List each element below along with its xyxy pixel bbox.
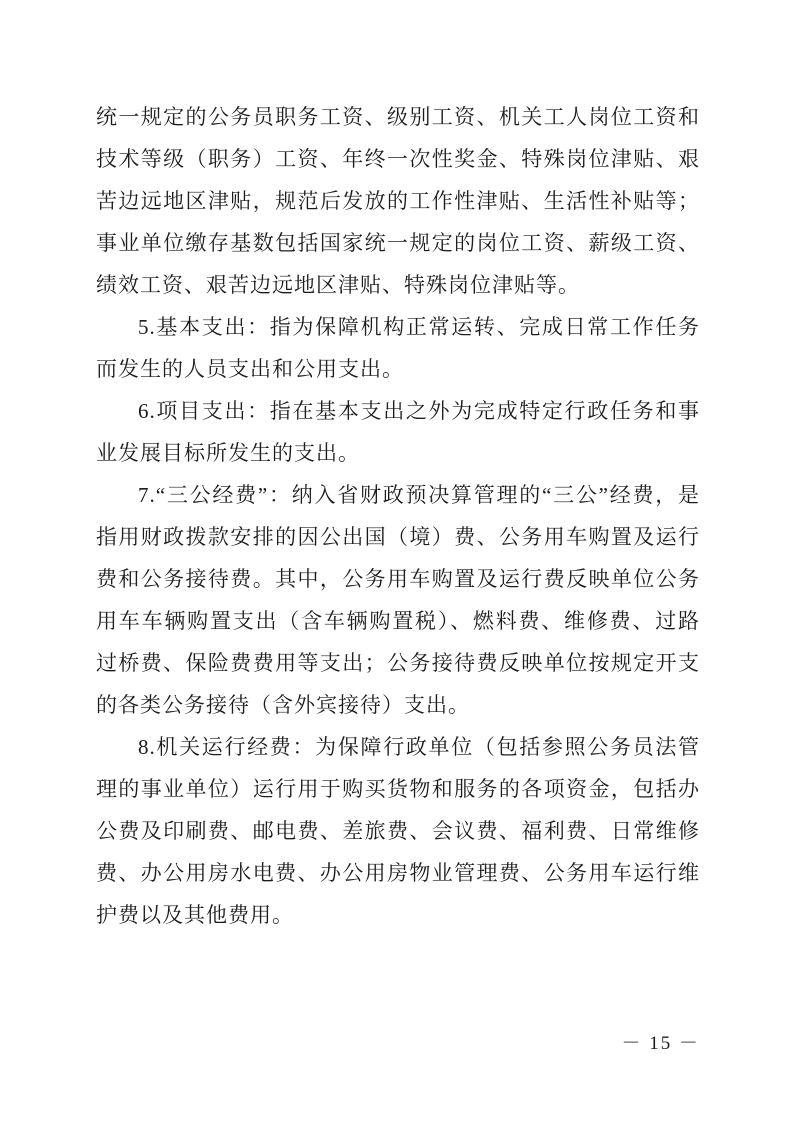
paragraph-item-7-three-public-funds: 7.“三公经费”：纳入省财政预决算管理的“三公”经费，是指用财政拨款安排的因公出国（境）费、公务用车购置及运行费和公务接待费。其中，公务用车购置及运行费反映单位公务用车车辆购置支出（含车辆购置税）、燃料费、维修费、过路过桥费、保险费费用等支出；公务接待费反映单位按规定开支的各类公务接待（含外宾接待）支出。	[96, 483, 700, 717]
paragraph-continuation: 统一规定的公务员职务工资、级别工资、机关工人岗位工资和技术等级（职务）工资、年终一次性奖金、特殊岗位津贴、艰苦边远地区津贴，规范后发放的工作性津贴、生活性补贴等；事业单位缴存基数包括国家统一规定的岗位工资、薪级工资、绩效工资、艰苦边远地区津贴、特殊岗位津贴等。	[96, 105, 700, 297]
paragraph-item-5-basic-expenditure: 5.基本支出：指为保障机构正常运转、完成日常工作任务而发生的人员支出和公用支出。	[96, 315, 700, 381]
paragraph-item-6-project-expenditure: 6.项目支出：指在基本支出之外为完成特定行政任务和事业发展目标所发生的支出。	[96, 399, 700, 465]
paragraph-item-8-agency-operating-funds: 8.机关运行经费：为保障行政单位（包括参照公务员法管理的事业单位）运行用于购买货物和服务的各项资金，包括办公费及印刷费、邮电费、差旅费、会议费、福利费、日常维修费、办公用房水电费、办公用房物业管理费、公务用车运行维护费以及其他费用。	[96, 735, 700, 927]
page-number: － 15 －	[621, 1033, 700, 1054]
document-body	[96, 96, 700, 936]
